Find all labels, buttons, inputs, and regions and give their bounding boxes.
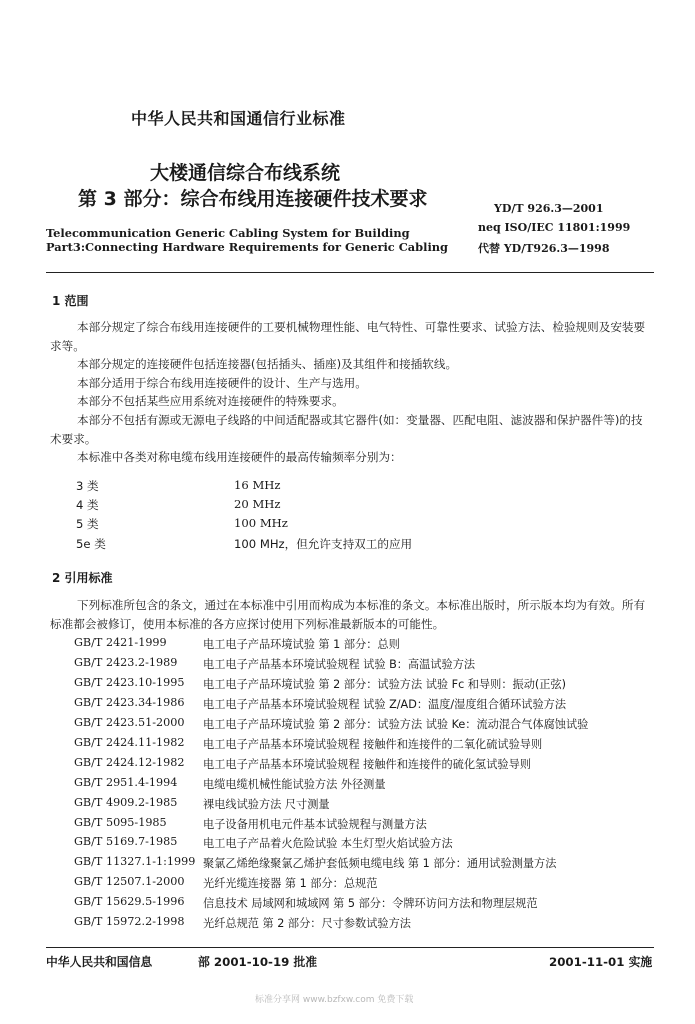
footer-approval-date: 部 2001-10-19 批准 bbox=[198, 955, 318, 969]
reference-name: 光纤总规范 第 2 部分：尺寸参数试验方法 bbox=[203, 917, 411, 930]
reference-code: GB/T 15972.2-1998 bbox=[74, 915, 185, 928]
category-frequency: 20 MHz bbox=[234, 497, 281, 511]
category-label: 5e 类 bbox=[76, 537, 106, 551]
reference-code: GB/T 2424.12-1982 bbox=[74, 756, 185, 769]
english-title-line2: Part3:Connecting Hardware Requirements for Generic Cabling bbox=[46, 240, 449, 254]
reference-name: 电工电子产品基本环境试验规程 接触件和连接件的二氧化硫试验导则 bbox=[203, 738, 543, 751]
industry-standard-title: 中华人民共和国通信行业标准 bbox=[131, 109, 346, 128]
category-label: 5 类 bbox=[76, 517, 99, 531]
reference-name: 光纤光缆连接器 第 1 部分：总规范 bbox=[203, 877, 378, 890]
reference-name: 聚氯乙烯绝缘聚氯乙烯护套低频电缆电线 第 1 部分：通用试验测量方法 bbox=[203, 857, 557, 870]
reference-name: 电工电子产品着火危险试验 本生灯型火焰试验方法 bbox=[203, 837, 453, 850]
reference-code: GB/T 4909.2-1985 bbox=[74, 796, 178, 809]
footer-implementation-date: 2001-11-01 实施 bbox=[549, 955, 653, 969]
reference-code: GB/T 2423.2-1989 bbox=[74, 656, 178, 669]
english-title-line1: Telecommunication Generic Cabling System for Building bbox=[46, 226, 410, 240]
chinese-title-line2: 第 3 部分：综合布线用连接硬件技术要求 bbox=[78, 188, 428, 210]
reference-code: GB/T 2424.11-1982 bbox=[74, 736, 185, 749]
reference-code: GB/T 11327.1-1:1999 bbox=[74, 855, 196, 868]
section2-intro bbox=[50, 596, 654, 633]
paragraph: 下列标准所包含的条文，通过在本标准中引用而构成为本标准的条文。本标准出版时，所示版本均为有效。所有标准都会被修订，使用本标准的各方应探讨使用下列标准最新版本的可能性。 bbox=[50, 598, 646, 631]
reference-name: 信息技术 局域网和城域网 第 5 部分：令牌环访问方法和物理层规范 bbox=[203, 897, 538, 910]
section2-heading: 2 引用标准 bbox=[52, 571, 113, 585]
reference-code: GB/T 12507.1-2000 bbox=[74, 875, 185, 888]
watermark: 标准分享网 www.bzfxw.com 免费下载 bbox=[255, 995, 414, 1005]
section1-heading: 1 范围 bbox=[52, 294, 89, 308]
reference-name: 电工电子产品基本环境试验规程 试验 B：高温试验方法 bbox=[203, 658, 476, 671]
replaces-note: 代替 YD/T926.3—1998 bbox=[478, 242, 610, 255]
reference-code: GB/T 2423.51-2000 bbox=[74, 716, 185, 729]
reference-name: 电工电子产品基本环境试验规程 接触件和连接件的硫化氢试验导则 bbox=[203, 758, 531, 771]
reference-code: GB/T 2421-1999 bbox=[74, 636, 167, 649]
category-frequency: 100 MHz，但允许支持双工的应用 bbox=[234, 537, 413, 551]
category-frequency: 100 MHz bbox=[234, 516, 288, 530]
chinese-title-line1: 大楼通信综合布线系统 bbox=[150, 162, 341, 184]
reference-code: GB/T 5095-1985 bbox=[74, 816, 167, 829]
category-label: 3 类 bbox=[76, 479, 99, 493]
reference-name: 电工电子产品环境试验 第 2 部分：试验方法 试验 Ke：流动混合气体腐蚀试验 bbox=[203, 718, 589, 731]
reference-code: GB/T 15629.5-1996 bbox=[74, 895, 185, 908]
paragraph: 本标准中各类对称电缆布线用连接硬件的最高传输频率分别为： bbox=[77, 450, 402, 465]
category-frequency: 16 MHz bbox=[234, 478, 281, 492]
reference-code: GB/T 2423.34-1986 bbox=[74, 696, 185, 709]
reference-code: GB/T 2951.4-1994 bbox=[74, 776, 178, 789]
equivalence-note: neq ISO/IEC 11801:1999 bbox=[478, 221, 631, 234]
reference-name: 电工电子产品环境试验 第 1 部分：总则 bbox=[203, 638, 400, 651]
section1-body bbox=[50, 318, 654, 467]
reference-name: 电工电子产品环境试验 第 2 部分：试验方法 试验 Fc 和导则：振动(正弦) bbox=[203, 678, 567, 691]
footer-issuer: 中华人民共和国信息 bbox=[46, 955, 153, 969]
reference-code: GB/T 5169.7-1985 bbox=[74, 835, 178, 848]
footer-rule bbox=[46, 947, 654, 948]
header-rule bbox=[46, 272, 654, 273]
reference-name: 裸电线试验方法 尺寸测量 bbox=[203, 798, 330, 811]
reference-name: 电工电子产品基本环境试验规程 试验 Z/AD：温度/湿度组合循环试验方法 bbox=[203, 698, 567, 711]
reference-code: GB/T 2423.10-1995 bbox=[74, 676, 185, 689]
paragraph: 本部分规定的连接硬件包括连接器(包括插头、插座)及其组件和接插软线。 bbox=[77, 357, 458, 372]
standard-number: YD/T 926.3—2001 bbox=[494, 202, 604, 215]
paragraph: 本部分规定了综合布线用连接硬件的工要机械物理性能、电气特性、可靠性要求、试验方法、检验规则及安装要求等。 bbox=[50, 320, 646, 353]
paragraph: 本部分不包括有源或无源电子线路的中间适配器或其它器件(如：变量器、匹配电阻、滤波器和保护器件等)的技术要求。 bbox=[50, 412, 643, 446]
category-label: 4 类 bbox=[76, 498, 99, 512]
paragraph: 本部分不包括某些应用系统对连接硬件的特殊要求。 bbox=[77, 394, 344, 409]
paragraph: 本部分适用于综合布线用连接硬件的设计、生产与选用。 bbox=[77, 375, 367, 390]
reference-name: 电缆电缆机械性能试验方法 外径测量 bbox=[203, 778, 386, 791]
reference-name: 电子设备用机电元件基本试验规程与测量方法 bbox=[203, 818, 427, 831]
